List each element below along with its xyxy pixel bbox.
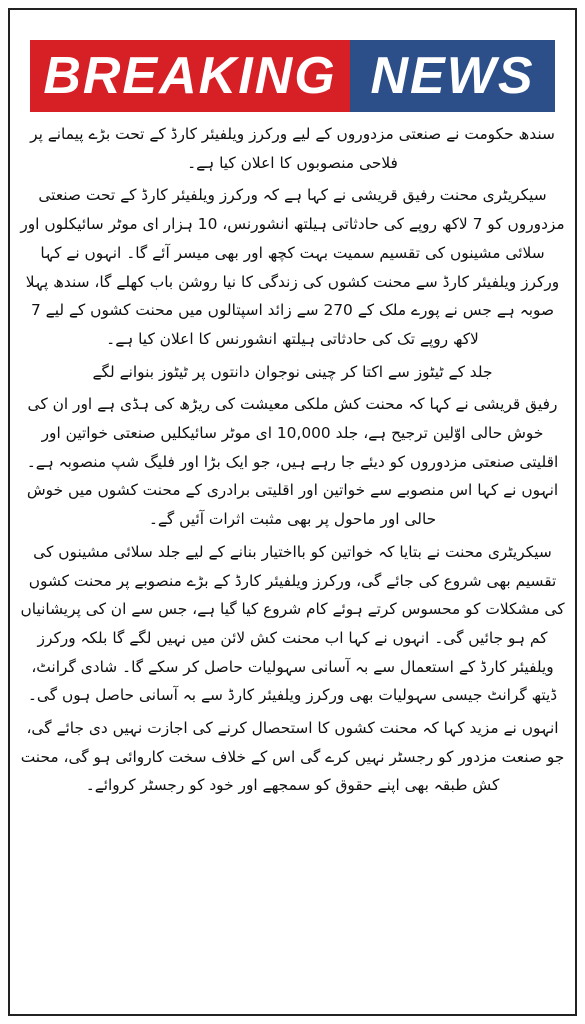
paragraph-sewing-machines: سیکریٹری محنت نے بتایا کہ خواتین کو بااختیار بنانے کے لیے جلد سلائی مشینوں کی تقسیم بھی شروع کی جائے گی، ورکرز ویلفیئر کارڈ کے بڑے منصوبے پر محنت کشوں کی مشکلات کو محسوس کرتے ہوئے کام شروع کیا گیا ہے، جس سے ان کی پریشانیاں کم ہو جائیں گی۔ انہوں نے کہا اب محنت کش لائن میں نہیں لگے گا بلکہ ورکرز ویلفیئر کارڈ کے استعمال سے بہ آسانی سہولیات حاصل کر سکے گا۔ شادی گرانٹ، ڈیتھ گرانٹ جیسی سہولیات بھی ورکرز ویلفیئر کارڈ سے بہ آسانی حاصل ہوں گی۔ — [20, 542, 565, 705]
paragraph-secretary-statement: سیکریٹری محنت رفیق قریشی نے کہا ہے کہ ورکرز ویلفیئر کارڈ کے تحت صنعتی مزدوروں کو 7 لاکھ روپے کی حادثاتی ہیلتھ انشورنس، 10 ہزار ای موٹر سائیکلوں اور سلائی مشینوں کی تقسیم سمیت بہت کچھ اور بھی میسر آئے گا۔ انہوں نے کہا ورکرز ویلفیئر کارڈ سے محنت کشوں کی زندگی کا نیا روشن باب کھلے گا، سندھ پہلا صوبہ ہے جس نے پورے ملک کے 270 سے زائد اسپتالوں میں محنت کشوں کے لیے 7 لاکھ روپے تک کی حادثاتی ہیلتھ انشورنس کا اعلان کیا ہے۔ — [20, 186, 565, 348]
paragraph-registration: انہوں نے مزید کہا کہ محنت کشوں کا استحصال کرنے کی اجازت نہیں دی جائے گی، جو صنعت مزدور کو رجسٹر نہیں کرے گی اس کے خلاف سخت کاروائی ہو گی، محنت کش طبقہ بھی اپنے حقوق کو سمجھے اور خود کو رجسٹر کروائے۔ — [20, 719, 565, 795]
breaking-news-banner — [30, 40, 555, 112]
paragraph-e-bikes: رفیق قریشی نے کہا کہ محنت کش ملکی معیشت کی ریڑھ کی ہڈی ہے اور ان کی خوش حالی اوّلین ترجیح ہے، جلد 10,000 ای موٹر سائیکلیں صنعتی خواتین اور اقلیتی صنعتی مزدوروں کو دیئے جا رہے ہیں، جو ایک بڑا اور فلیگ شپ منصوبہ ہے۔ انہوں نے کہا اس منصوبے سے خواتین اور اقلیتی برادری کے محنت کشوں میں خوش حالی اور ماحول پر بھی مثبت اثرات آئیں گے۔ — [26, 395, 559, 529]
banner-breaking: BREAKING — [30, 40, 350, 112]
paragraph-related-headline: جلد کے ٹیٹوز سے اکتا کر چینی نوجوان دانتوں پر ٹیٹوز بنوانے لگے — [92, 362, 493, 381]
banner-news: NEWS — [350, 40, 555, 112]
news-article — [20, 120, 565, 804]
paragraph-intro: سندھ حکومت نے صنعتی مزدوروں کے لیے ورکرز ویلفیئر کارڈ کے تحت بڑے پیمانے پر فلاحی منصوبوں کا اعلان کیا ہے۔ — [30, 125, 555, 172]
